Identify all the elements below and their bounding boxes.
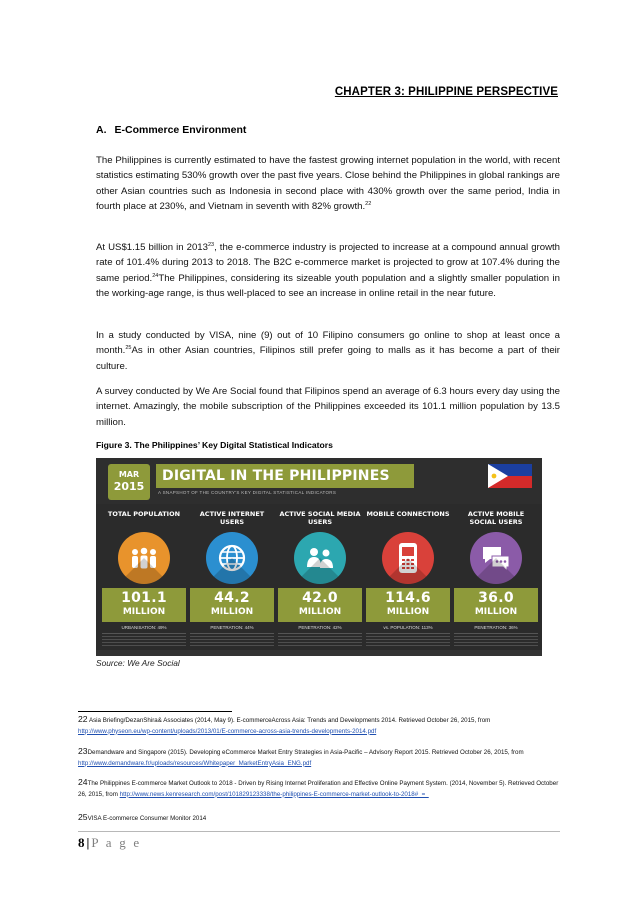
paragraph-visa-study: In a study conducted by VISA, nine (9) out of 10 Filipino consumers go online to shop at least once a month.$^{25}$As in other Asian countries, Filipinos still prefer going to malls as it has become a part of their culture. [96, 330, 560, 372]
indicator-stat: PENETRATION: 44% [190, 624, 274, 634]
date-badge [108, 464, 150, 500]
page-footer-rule [78, 831, 560, 832]
figure-caption: Figure 3. The Philippines’ Key Digital Statistical Indicators [96, 440, 333, 450]
indicator-value-box [366, 588, 450, 622]
indicator-value-box [102, 588, 186, 622]
indicator-fine-print [278, 636, 362, 646]
section-title: E-Commerce Environment [114, 124, 247, 136]
indicator-social-media-users [278, 506, 362, 650]
footnote-link[interactable]: http://www.demandware.fr/uploads/resources/Whitepaper_MarketEntryAsia_ENG.pdf [78, 759, 312, 767]
indicator-stat: PENETRATION: 42% [278, 624, 362, 634]
indicator-value: 36.0 [478, 590, 514, 606]
infographic-subtitle: A SNAPSHOT OF THE COUNTRY'S KEY DIGITAL STATISTICAL INDICATORS [158, 490, 337, 495]
footnote-link[interactable]: http://www.physeon.eu/wp-content/uploads/2013/01/E-commerce-across-asia-trends-developments-2014.pdf [78, 727, 377, 735]
footnote-number: 22 [78, 714, 88, 724]
page-footer [78, 835, 141, 851]
infographic-footer [96, 650, 542, 656]
infographic-title: DIGITAL IN THE PHILIPPINES [156, 464, 414, 488]
page-separator: | [86, 835, 90, 850]
indicator-unit: MILLION [210, 607, 254, 617]
footnote-22: 22 Asia Briefing/DezanShira& Associates (2014, May 9). E-commerceAcross Asia: Trends and Developments 2014. Retrieved October 26, 2015, from http://www.physeon.eu/wp-content/uploads/2013/01/E-commerce-across-asia-trends-developments-2014.pdf [78, 714, 491, 735]
section-label: A. [96, 124, 107, 136]
paragraph-we-are-social: A survey conducted by We Are Social found that Filipinos spend an average of 6.3 hours every day using the internet. Amazingly, the mobile subscription of the Philippines exceeded its 101.1 million population by 13.5 million. [96, 386, 560, 428]
page-number: 8 [78, 835, 85, 850]
indicator-unit: MILLION [474, 607, 518, 617]
indicator-fine-print [190, 636, 274, 646]
footnote-ref: 22 [365, 201, 372, 208]
footnote-ref: 23 [207, 241, 215, 248]
indicator-unit: MILLION [122, 607, 166, 617]
indicator-mobile-connections [366, 506, 450, 650]
indicator-value-box [454, 588, 538, 622]
users-icon [294, 532, 346, 584]
paragraph-ecommerce-projection: At US$1.15 billion in 2013$^{23}$, the e-commerce industry is projected to increase at a compound annual growth rate of 101.4% during 2013 to 2018. The B2C e-commerce market is projected to grow at 107.4% during the same period.$^{24}$The Philippines, considering its sizeable youth population and a slightly smaller population in the working-age range, is thus well-placed to see an increase in online retail in the near future. [96, 241, 561, 300]
indicator-unit: MILLION [298, 607, 342, 617]
date-year: 2015 [113, 480, 145, 493]
indicator-value-box [190, 588, 274, 622]
indicator-stat: URBANISATION: 49% [102, 624, 186, 634]
footnote-separator [78, 711, 232, 712]
indicator-head: ACTIVE INTERNET USERS [199, 510, 265, 526]
indicator-value: 114.6 [385, 590, 431, 606]
paragraph-internet-growth: The Philippines is currently estimated to have the fastest growing internet population in the world, with recent statistics estimating 530% growth over the past five years. Close behind the Philippines in global rankings are other Asian countries such as Indonesia in second place with 430% growth over the same period, India in fourth place at 230%, and Vietnam in seventh with 82% growth.$^{22}$ [96, 155, 560, 213]
indicator-stat: vs. POPULATION: 113% [366, 624, 450, 634]
chapter-title: CHAPTER 3: PHILIPPINE PERSPECTIVE [334, 86, 558, 98]
indicator-fine-print [454, 636, 538, 646]
indicator-value: 44.2 [214, 590, 250, 606]
footnote-25: 25VISA E-commerce Consumer Monitor 2014 [78, 812, 207, 822]
digital-philippines-infographic [96, 458, 542, 656]
indicator-value: 42.0 [302, 590, 338, 606]
section-heading [96, 124, 246, 136]
indicator-internet-users [190, 506, 274, 650]
indicator-head: MOBILE CONNECTIONS [366, 510, 450, 518]
indicator-fine-print [102, 636, 186, 646]
figure-source: Source: We Are Social [96, 658, 180, 668]
footnote-number: 25 [78, 812, 88, 822]
indicator-unit: MILLION [386, 607, 430, 617]
indicator-stat: PENETRATION: 36% [454, 624, 538, 634]
footnote-24: 24The Philippines E-commerce Market Outlook to 2018 - Driven by Rising Internet Proliferation and Effective Online Payment System. (2014, November 5). Retrieved October 26, 2015, from http://www.news.kenresearch.com/post/101829123338/the-philippines-E-commerce-market-outlook-to-2018#_=_ [78, 777, 559, 798]
footnote-23: 23Demandware and Singapore (2015). Developing eCommerce Market Entry Strategies in Asia-Pacific – Advisory Report 2015. Retrieved October 26, 2015, from http://www.demandware.fr/uploads/resources/Whitepaper_MarketEntryAsia_ENG.pdf [78, 746, 524, 767]
page-label: P a g e [91, 835, 142, 850]
chat-bubbles-icon [470, 532, 522, 584]
philippine-flag-icon [488, 464, 532, 488]
footnote-number: 24 [78, 777, 88, 787]
footnote-ref: 24 [152, 272, 159, 279]
indicator-total-population [102, 506, 186, 650]
footnote-number: 23 [78, 746, 88, 756]
indicator-fine-print [366, 636, 450, 646]
mobile-phone-icon [382, 532, 434, 584]
indicator-head: ACTIVE MOBILE SOCIAL USERS [467, 510, 525, 526]
indicator-value: 101.1 [121, 590, 167, 606]
wifi-icon [206, 532, 258, 584]
footnote-link[interactable]: http://www.news.kenresearch.com/post/101829123338/the-philippines-E-commerce-market-outlook-to-2018#_=_ [119, 790, 429, 798]
indicator-head: TOTAL POPULATION [107, 510, 181, 518]
date-month: MAR [118, 470, 140, 479]
indicator-head: ACTIVE SOCIAL MEDIA USERS [279, 510, 361, 526]
people-icon [118, 532, 170, 584]
indicator-value-box [278, 588, 362, 622]
indicator-mobile-social-users [454, 506, 538, 650]
footnote-ref: 25 [125, 345, 132, 352]
